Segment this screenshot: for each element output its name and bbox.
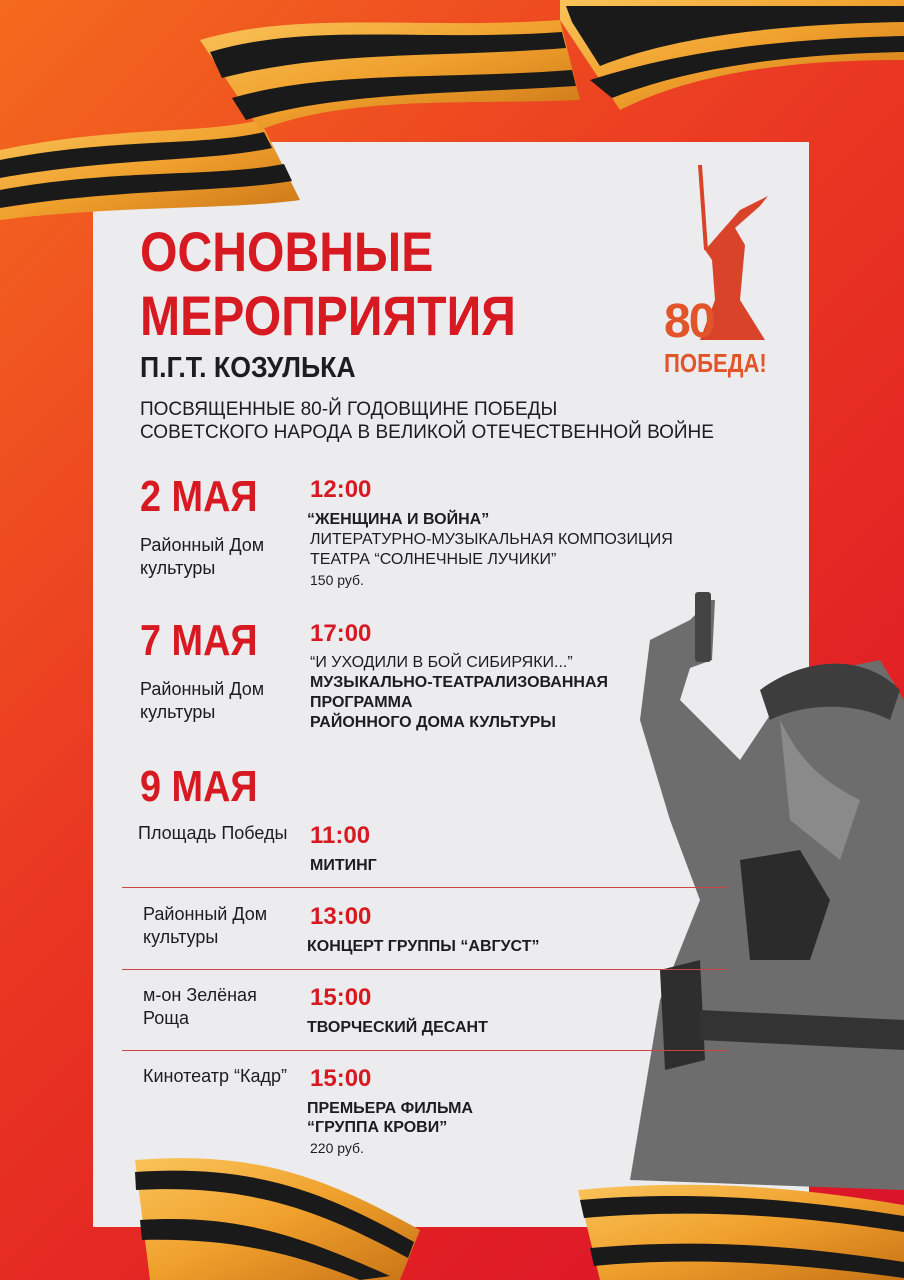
- divider: [122, 969, 727, 970]
- event-time: 17:00: [310, 620, 372, 647]
- venue: Районный Дом культуры: [143, 904, 268, 947]
- soldier-illustration: [630, 592, 904, 1190]
- event-time: 11:00: [310, 822, 371, 849]
- date-may-2: 2 МАЯ: [140, 472, 258, 521]
- event-title: ПРЕМЬЕРА ФИЛЬМА: [307, 1100, 473, 1117]
- event-description: ПРОГРАММА: [310, 694, 413, 711]
- logo-number: 80: [664, 295, 714, 348]
- event-time: 15:00: [310, 1065, 372, 1092]
- venue: Районный Дом культуры: [140, 679, 265, 722]
- venue: Площадь Победы: [138, 823, 288, 843]
- event-description: МУЗЫКАЛЬНО-ТЕАТРАЛИЗОВАННАЯ: [310, 674, 608, 691]
- event-time: 15:00: [310, 984, 372, 1011]
- event-description: РАЙОННОГО ДОМА КУЛЬТУРЫ: [310, 714, 556, 731]
- event-description: ЛИТЕРАТУРНО-МУЗЫКАЛЬНАЯ КОМПОЗИЦИЯ: [310, 531, 673, 548]
- logo-text: ПОБЕДА!: [664, 348, 767, 378]
- event-time: 13:00: [310, 903, 372, 930]
- venue: Районный Дом культуры: [140, 535, 265, 578]
- divider: [122, 887, 727, 888]
- date-may-7: 7 МАЯ: [140, 616, 258, 665]
- event-title: “ГРУППА КРОВИ”: [307, 1119, 448, 1136]
- event-title: “ЖЕНЩИНА И ВОЙНА”: [307, 511, 490, 528]
- event-description: ТЕАТРА “СОЛНЕЧНЫЕ ЛУЧИКИ”: [310, 551, 557, 568]
- event-time: 12:00: [310, 476, 372, 503]
- event-title: МИТИНГ: [310, 857, 377, 874]
- ribbon-top-left: [0, 0, 904, 220]
- event-price: 220 руб.: [310, 1140, 364, 1156]
- event-title: “И УХОДИЛИ В БОЙ СИБИРЯКИ...”: [310, 654, 573, 671]
- venue: Кинотеатр “Кадр”: [143, 1066, 288, 1086]
- dedication-line-2: СОВЕТСКОГО НАРОДА В ВЕЛИКОЙ ОТЕЧЕСТВЕННОЙ ВОЙНЕ: [140, 422, 714, 443]
- title-line-1: ОСНОВНЫЕ: [140, 220, 434, 283]
- divider: [122, 1050, 727, 1051]
- event-title: КОНЦЕРТ ГРУППЫ “АВГУСТ”: [307, 938, 540, 955]
- title-line-2: МЕРОПРИЯТИЯ: [140, 284, 516, 347]
- date-may-9: 9 МАЯ: [140, 762, 258, 811]
- event-title: ТВОРЧЕСКИЙ ДЕСАНТ: [307, 1019, 488, 1036]
- event-price: 150 руб.: [310, 572, 364, 588]
- subtitle: П.Г.Т. КОЗУЛЬКА: [140, 352, 356, 384]
- dedication-line-1: ПОСВЯЩЕННЫЕ 80-Й ГОДОВЩИНЕ ПОБЕДЫ: [140, 399, 558, 420]
- venue: м-он Зелёная Роща: [143, 985, 257, 1028]
